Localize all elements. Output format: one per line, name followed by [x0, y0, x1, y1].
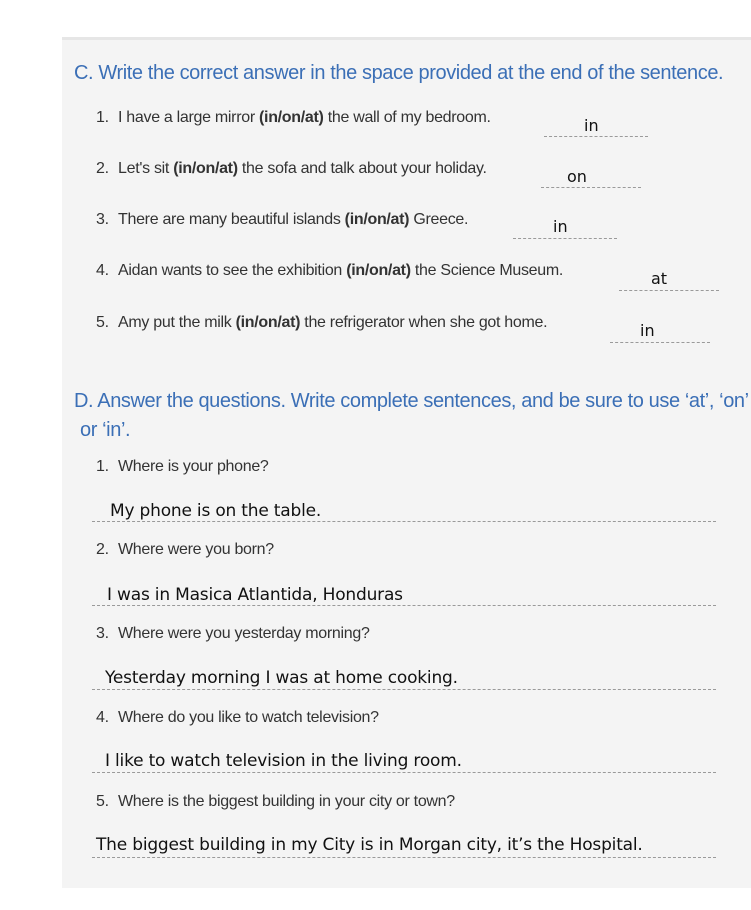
section-d-title: D. Answer the questions. Write complete sentences, and be sure to use ‘at’, ‘on’ [74, 390, 749, 412]
c-question-text: Aidan wants to see the exhibition [118, 262, 347, 279]
c-question-text: the refrigerator when she got home. [300, 314, 548, 331]
d-question-text: Where is the biggest building in your city or town? [118, 793, 455, 810]
d-question-text: Where were you yesterday morning? [118, 625, 370, 642]
d-answer-2: I was in Masica Atlantida, Honduras [107, 585, 403, 605]
d-answer-4: I like to watch television in the living room. [105, 751, 462, 771]
c-options: (in/on/at) [344, 211, 410, 228]
c-question-number: 3. [96, 211, 109, 228]
c-question-1 [96, 109, 491, 127]
c-options: (in/on/at) [346, 262, 411, 279]
c-options: (in/on/at) [173, 160, 238, 177]
c-answer-1: in [584, 116, 599, 135]
c-question-number: 5. [96, 314, 109, 331]
d-answer-line [92, 772, 716, 773]
d-answer-1: My phone is on the table. [110, 501, 322, 521]
d-question-1 [96, 458, 269, 476]
d-question-number: 3. [96, 625, 109, 642]
d-question-4 [96, 709, 379, 727]
c-answer-line [610, 342, 710, 343]
d-answer-line [92, 605, 716, 606]
d-question-2 [96, 541, 274, 559]
d-question-3 [96, 625, 370, 643]
c-question-3 [96, 211, 468, 229]
d-answer-line [92, 521, 716, 522]
section-c-title: C. Write the correct answer in the space provided at the end of the sentence. [74, 62, 724, 84]
d-question-number: 1. [96, 458, 109, 475]
d-question-number: 2. [96, 541, 109, 558]
section-d-title-cont: or ‘in’. [80, 419, 131, 441]
d-question-5 [96, 793, 455, 811]
c-question-number: 4. [96, 262, 109, 279]
c-question-text: Let's sit [118, 160, 174, 177]
c-question-text: I have a large mirror [118, 109, 260, 126]
c-question-text: Amy put the milk [118, 314, 236, 331]
c-answer-3: in [553, 217, 568, 236]
d-question-text: Where were you born? [118, 541, 274, 558]
d-answer-line [92, 689, 716, 690]
c-question-4 [96, 262, 563, 280]
c-question-text: the Science Museum. [410, 262, 564, 279]
c-question-text: Greece. [409, 211, 469, 228]
c-answer-4: at [651, 269, 668, 288]
c-question-number: 1. [96, 109, 109, 126]
c-answer-line [544, 136, 648, 137]
c-question-number: 2. [96, 160, 109, 177]
d-answer-5: The biggest building in my City is in Morgan city, it’s the Hospital. [96, 835, 643, 855]
c-answer-2: on [567, 167, 587, 186]
c-answer-line [513, 238, 617, 239]
c-options: (in/on/at) [259, 109, 324, 126]
d-answer-line [92, 857, 716, 858]
d-answer-3: Yesterday morning I was at home cooking. [105, 668, 458, 688]
c-question-text: the wall of my bedroom. [323, 109, 491, 126]
d-question-text: Where is your phone? [118, 458, 269, 475]
c-question-text: There are many beautiful islands [118, 211, 345, 228]
c-answer-5: in [640, 321, 655, 340]
c-answer-line [619, 290, 719, 291]
c-answer-line [541, 187, 641, 188]
c-question-text: the sofa and talk about your holiday. [237, 160, 487, 177]
d-question-number: 5. [96, 793, 109, 810]
c-question-2 [96, 160, 487, 178]
d-question-text: Where do you like to watch television? [118, 709, 379, 726]
d-question-number: 4. [96, 709, 109, 726]
c-question-5 [96, 314, 547, 332]
c-options: (in/on/at) [235, 314, 301, 331]
